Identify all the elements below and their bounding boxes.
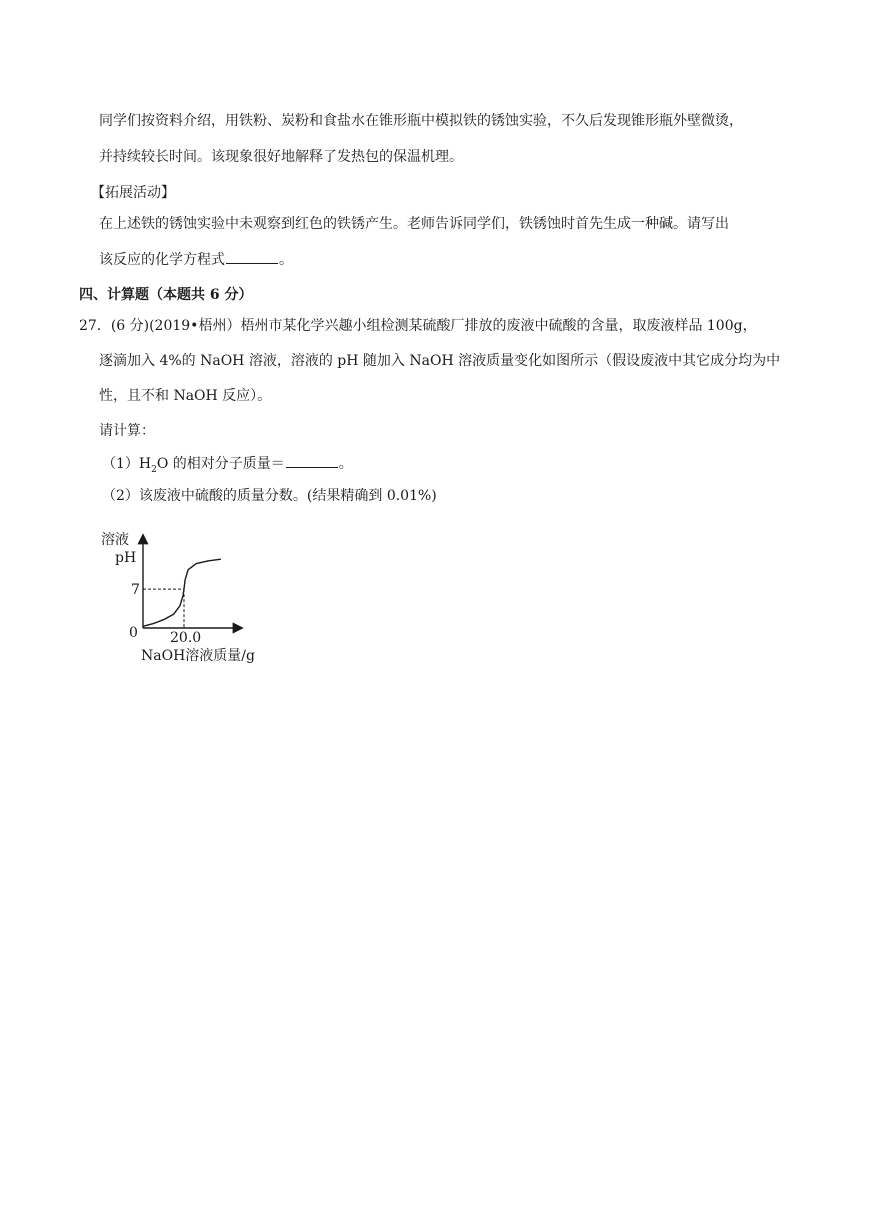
- paragraph-line: 在上述铁的锈蚀实验中未观察到红色的铁锈产生。老师告诉同学们，铁锈蚀时首先生成一种碱。请写出: [99, 216, 729, 232]
- y-axis-label-line1: 溶液: [101, 532, 129, 548]
- section-heading: 四、计算题（本题共 6 分）: [79, 287, 253, 303]
- period: 。: [279, 252, 293, 268]
- question-line: 27．(6 分)(2019•梧州）梧州市某化学兴趣小组检测某硫酸厂排放的废液中硫酸的含量，取废液样品 100g，: [79, 318, 757, 334]
- question-prompt: 请计算：: [99, 423, 155, 439]
- ph-curve-chart: [95, 522, 265, 672]
- paragraph-line: 并持续较长时间。该现象很好地解释了发热包的保温机理。: [99, 149, 463, 165]
- formula-text: （1）H: [102, 456, 152, 472]
- question-line: 逐滴加入 4%的 NaOH 溶液，溶液的 pH 随加入 NaOH 溶液质量变化如图所示（假设废液中其它成分均为中: [99, 353, 781, 369]
- equation-answer-blank[interactable]: [226, 249, 278, 264]
- origin-label: 0: [129, 625, 138, 641]
- sub-question-2: （2）该废液中硫酸的质量分数。(结果精确到 0.01%): [102, 488, 437, 504]
- y-tick-label: 7: [131, 582, 140, 599]
- paragraph-line: [99, 249, 293, 270]
- activity-heading: 【拓展活动】: [91, 185, 175, 201]
- sub-question-1: [102, 453, 353, 480]
- x-tick-label: 20.0: [170, 630, 202, 646]
- question-line: 性，且不和 NaOH 反应）。: [99, 388, 272, 404]
- formula-text: O 的相对分子质量＝: [156, 456, 285, 472]
- y-axis-label-line2: pH: [115, 550, 137, 566]
- x-axis-label: NaOH溶液质量/g: [141, 648, 255, 664]
- period: 。: [338, 456, 353, 472]
- ph-titration-graph: [95, 522, 265, 672]
- ph-curve: [143, 559, 221, 626]
- paragraph-line: 同学们按资料介绍，用铁粉、炭粉和食盐水在锥形瓶中模拟铁的锈蚀实验，不久后发现锥形瓶外壁微烫，: [99, 113, 743, 129]
- equation-prompt: 该反应的化学方程式: [99, 252, 225, 268]
- formula-subscript: 2: [151, 464, 157, 475]
- molecular-mass-answer-blank[interactable]: [286, 453, 338, 468]
